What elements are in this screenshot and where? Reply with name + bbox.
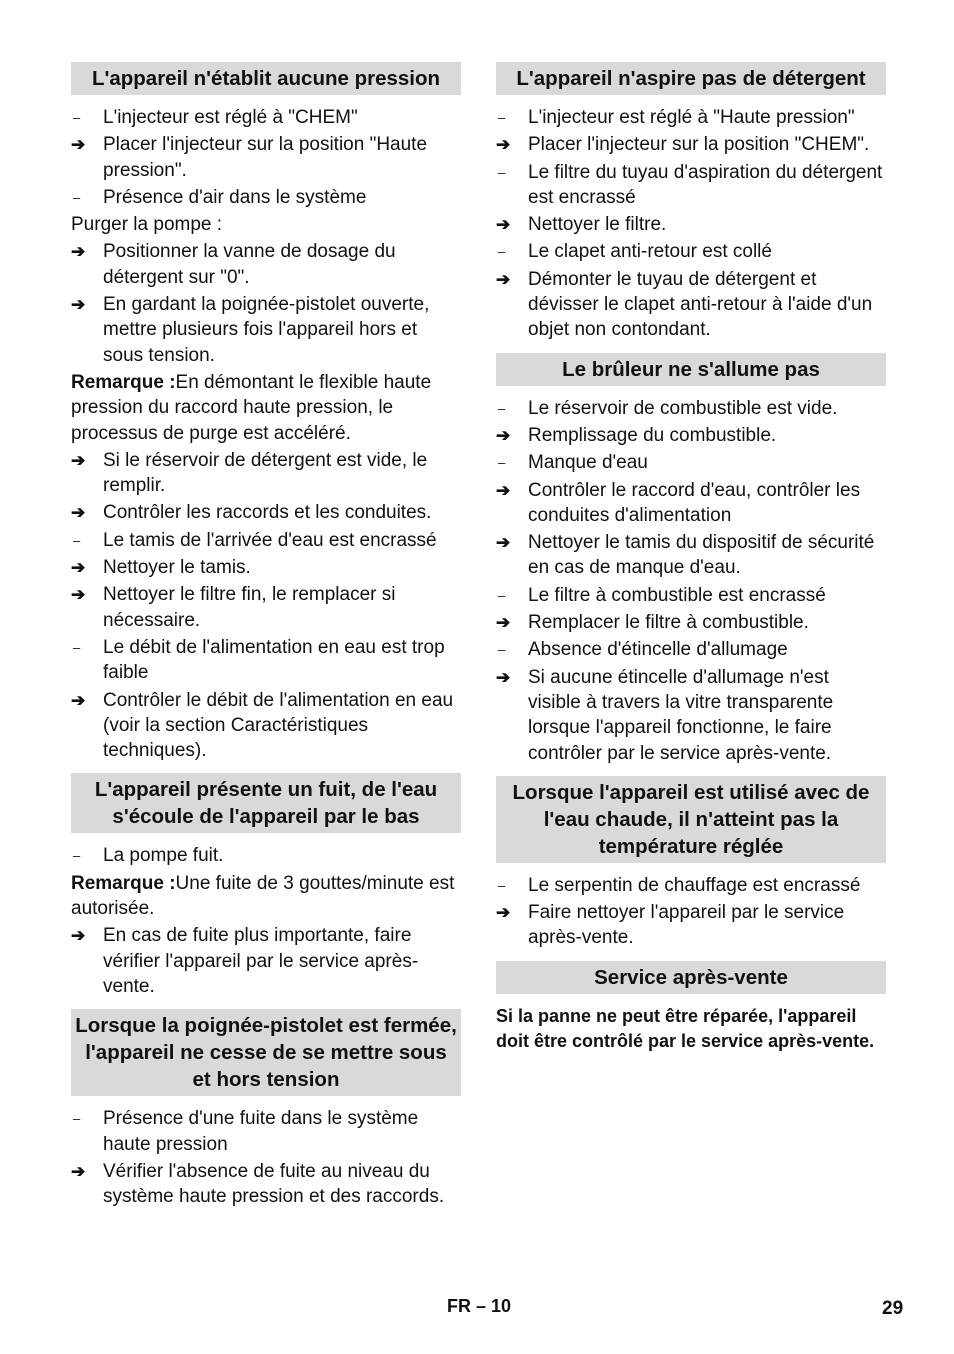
cause-item [496, 239, 886, 264]
item-text: Placer l'injecteur sur la position "CHEM". [528, 134, 870, 156]
item-text: Manque d'eau [528, 452, 648, 474]
remedy-item [496, 132, 886, 157]
remedy-item [71, 448, 461, 499]
remedy-item [496, 665, 886, 766]
item-text: Le clapet anti-retour est collé [528, 241, 772, 263]
cause-item [496, 396, 886, 421]
dash-bullet-icon: – [498, 244, 506, 260]
section-heading: L'appareil n'aspire pas de détergent [496, 62, 886, 95]
section-gap [71, 765, 461, 773]
arrow-right-icon: ➔ [496, 135, 511, 155]
left-column [71, 62, 461, 1219]
item-text: Le réservoir de combustible est vide. [528, 397, 838, 419]
footer-lang: FR [447, 1296, 471, 1316]
cause-item [71, 635, 461, 686]
section-gap [71, 1211, 461, 1219]
section-gap [496, 768, 886, 776]
footer-language-code [447, 1296, 511, 1317]
note [71, 871, 461, 922]
section-l-appareil-n-aspire-pas-de-detergent [496, 62, 886, 353]
section-gap [496, 345, 886, 353]
arrow-right-icon: ➔ [496, 215, 511, 235]
dash-bullet-icon: – [498, 877, 506, 893]
dash-bullet-icon: – [498, 110, 506, 125]
item-text: Nettoyer le tamis. [103, 557, 251, 579]
remedy-item [496, 423, 886, 448]
arrow-right-icon: ➔ [71, 450, 86, 470]
item-text: Démonter le tuyau de détergent et dévisser le clapet anti-retour à l'aide d'un objet non contondant. [528, 268, 873, 341]
remedy-item [71, 923, 461, 999]
cause-item [496, 583, 886, 608]
dash-bullet-icon: – [498, 587, 506, 603]
remedy-item [71, 582, 461, 633]
section-lorsque-l-appareil-est-utilise-avec-de-l [496, 776, 886, 961]
cause-item [496, 450, 886, 475]
note-text: Une fuite de 3 gouttes/minute est autorisée. [71, 872, 455, 920]
dash-bullet-icon: – [73, 110, 81, 125]
remedy-item [71, 132, 461, 183]
page-number: 29 [882, 1298, 904, 1319]
dash-bullet-icon: – [498, 642, 506, 658]
remedy-item [71, 500, 461, 525]
item-text: Contrôler le débit de l'alimentation en eau (voir la section Caractéristiques techniques). [103, 689, 454, 762]
item-text: Contrôler le raccord d'eau, contrôler les conduites d'alimentation [528, 479, 861, 526]
paragraph: Purger la pompe : [71, 214, 223, 236]
cause-item [71, 105, 461, 130]
cause-item [496, 160, 886, 211]
remedy-item [496, 212, 886, 237]
item-text: Remplissage du combustible. [528, 424, 777, 446]
note [71, 370, 461, 446]
remedy-item [496, 610, 886, 635]
remedy-item [71, 555, 461, 580]
section-le-bruleur-ne-s-allume-pas [496, 353, 886, 776]
note-label: Remarque : [71, 371, 176, 393]
cause-item [71, 528, 461, 553]
remedy-item [496, 267, 886, 343]
arrow-right-icon: ➔ [71, 690, 86, 710]
arrow-right-icon: ➔ [496, 533, 511, 553]
right-column [496, 62, 886, 1062]
remedy-item [71, 239, 461, 290]
item-text: La pompe fuit. [103, 845, 224, 867]
item-text: Faire nettoyer l'appareil par le service après-vente. [528, 902, 845, 949]
arrow-right-icon: ➔ [496, 903, 511, 923]
section-gap [71, 1001, 461, 1009]
item-text: Le tamis de l'arrivée d'eau est encrassé [103, 529, 437, 551]
arrow-right-icon: ➔ [496, 269, 511, 289]
cause-item [71, 843, 461, 868]
item-text: Si aucune étincelle d'allumage n'est visible à travers la vitre transparente lorsque l'appareil fonctionne, le faire contrôler par le service après-vente. [528, 666, 834, 764]
arrow-right-icon: ➔ [71, 585, 86, 605]
dash-bullet-icon: – [498, 455, 506, 471]
arrow-right-icon: ➔ [71, 242, 86, 262]
item-text: Le débit de l'alimentation en eau est trop faible [103, 636, 445, 684]
item-text: Présence d'une fuite dans le système haute pression [103, 1108, 419, 1155]
section-heading: Service après-vente [496, 961, 886, 994]
remedy-item [71, 688, 461, 764]
cause-item [71, 1106, 461, 1157]
item-text: Nettoyer le tamis du dispositif de sécurité en cas de manque d'eau. [528, 532, 875, 579]
arrow-right-icon: ➔ [496, 480, 511, 500]
section-service-apres-vente [496, 961, 886, 1063]
section-gap [496, 1054, 886, 1062]
section-heading: Lorsque l'appareil est utilisé avec de l'eau chaude, il n'atteint pas la température réglée [496, 776, 886, 863]
arrow-right-icon: ➔ [71, 558, 86, 578]
item-text: L'injecteur est réglé à "Haute pression" [528, 107, 855, 128]
dash-bullet-icon: – [498, 400, 506, 416]
note-text: En démontant le flexible haute pression du raccord haute pression, le processus de purge est accéléré. [71, 371, 432, 444]
section-l-appareil-presente-un-fuit-de-l-eau-s-e [71, 773, 461, 1009]
item-text: Placer l'injecteur sur la position "Haute pression". [103, 134, 428, 181]
section-heading: L'appareil n'établit aucune pression [71, 62, 461, 95]
item-text: Le filtre du tuyau d'aspiration du détergent est encrassé [528, 161, 883, 208]
dash-bullet-icon: – [73, 189, 81, 205]
section-gap [496, 953, 886, 961]
item-text: Positionner la vanne de dosage du détergent sur "0". [103, 241, 396, 288]
item-text: En gardant la poignée-pistolet ouverte, mettre plusieurs fois l'appareil hors et sous tension. [103, 294, 430, 366]
arrow-right-icon: ➔ [71, 1161, 86, 1181]
cause-item [496, 105, 886, 130]
cause-item [71, 185, 461, 210]
dash-bullet-icon: – [73, 1111, 81, 1127]
section-l-appareil-n-etablit-aucune-pression [71, 62, 461, 773]
item-text: Remplacer le filtre à combustible. [528, 612, 809, 634]
remedy-item [71, 1159, 461, 1210]
section-heading: Le brûleur ne s'allume pas [496, 353, 886, 386]
remedy-item [71, 292, 461, 368]
arrow-right-icon: ➔ [71, 135, 86, 155]
item-text: Contrôler les raccords et les conduites. [103, 502, 432, 524]
item-text: Nettoyer le filtre. [528, 214, 667, 236]
dash-bullet-icon: – [73, 848, 81, 864]
section-lorsque-la-poignee-pistolet-est-fermee-l [71, 1009, 461, 1219]
cause-item [496, 637, 886, 662]
cause-item [496, 873, 886, 898]
footer-section-number: – 10 [476, 1296, 512, 1316]
section-heading: Lorsque la poignée-pistolet est fermée, l'appareil ne cesse de se mettre sous et hors tension [71, 1009, 461, 1096]
arrow-right-icon: ➔ [496, 667, 511, 687]
item-text: Nettoyer le filtre fin, le remplacer si nécessaire. [103, 584, 396, 631]
arrow-right-icon: ➔ [496, 425, 511, 445]
item-text: Le serpentin de chauffage est encrassé [528, 874, 861, 896]
item-text: Présence d'air dans le système [103, 186, 367, 208]
dash-bullet-icon: – [73, 532, 81, 548]
dash-bullet-icon: – [498, 164, 506, 180]
note-label: Remarque : [71, 872, 176, 894]
item-text: Si le réservoir de détergent est vide, le remplir. [103, 449, 428, 497]
arrow-right-icon: ➔ [71, 503, 86, 523]
item-text: Le filtre à combustible est encrassé [528, 584, 826, 606]
item-text: L'injecteur est réglé à "CHEM" [103, 107, 358, 128]
arrow-right-icon: ➔ [71, 926, 86, 946]
remedy-item [496, 530, 886, 581]
dash-bullet-icon: – [73, 639, 81, 655]
service-notice: Si la panne ne peut être réparée, l'appareil doit être contrôlé par le service après-vente. [496, 1005, 875, 1052]
section-heading: L'appareil présente un fuit, de l'eau s'écoule de l'appareil par le bas [71, 773, 461, 833]
item-text: En cas de fuite plus importante, faire vérifier l'appareil par le service après-vente. [103, 925, 419, 997]
item-text: Absence d'étincelle d'allumage [528, 639, 788, 661]
arrow-right-icon: ➔ [496, 613, 511, 633]
remedy-item [496, 478, 886, 529]
arrow-right-icon: ➔ [71, 295, 86, 315]
item-text: Vérifier l'absence de fuite au niveau du système haute pression et des raccords. [103, 1160, 445, 1208]
remedy-item [496, 900, 886, 951]
